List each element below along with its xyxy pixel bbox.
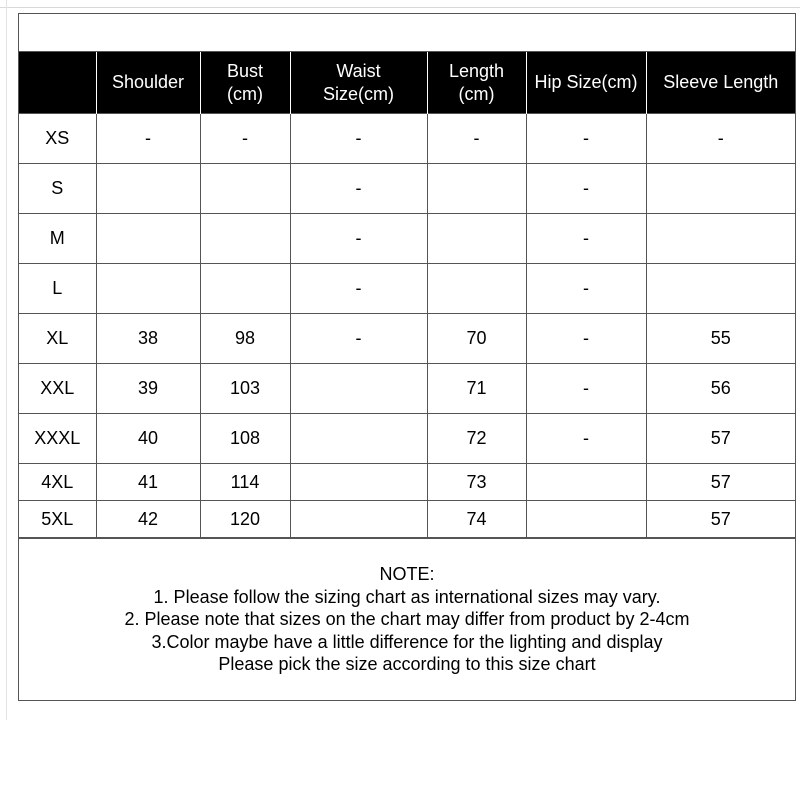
table-cell bbox=[96, 264, 200, 314]
chart-top-bar bbox=[19, 14, 795, 52]
table-cell: - bbox=[526, 364, 646, 414]
top-divider bbox=[0, 0, 800, 8]
header-cell-sleeve: Sleeve Length bbox=[646, 52, 795, 114]
table-cell: 70 bbox=[427, 314, 526, 364]
table-row bbox=[19, 414, 795, 464]
size-label: 5XL bbox=[19, 501, 96, 538]
table-cell: 103 bbox=[200, 364, 290, 414]
table-row bbox=[19, 464, 795, 501]
size-label: XS bbox=[19, 114, 96, 164]
header-cell-length: Length (cm) bbox=[427, 52, 526, 114]
table-cell: 38 bbox=[96, 314, 200, 364]
header-cell-shoulder: Shoulder bbox=[96, 52, 200, 114]
table-cell: - bbox=[290, 114, 427, 164]
size-label: M bbox=[19, 214, 96, 264]
table-cell bbox=[96, 164, 200, 214]
table-cell: - bbox=[526, 264, 646, 314]
table-cell bbox=[646, 264, 795, 314]
table-row bbox=[19, 264, 795, 314]
table-cell bbox=[646, 214, 795, 264]
table-cell: 108 bbox=[200, 414, 290, 464]
table-cell: - bbox=[96, 114, 200, 164]
table-cell bbox=[427, 264, 526, 314]
table-cell: 74 bbox=[427, 501, 526, 538]
table-cell: - bbox=[526, 414, 646, 464]
table-cell bbox=[427, 164, 526, 214]
header-cell-bust: Bust (cm) bbox=[200, 52, 290, 114]
table-cell bbox=[290, 501, 427, 538]
size-label: XXXL bbox=[19, 414, 96, 464]
size-label: 4XL bbox=[19, 464, 96, 501]
note-line: 2. Please note that sizes on the chart may differ from product by 2-4cm bbox=[124, 609, 690, 629]
note-line: 3.Color maybe have a little difference for the lighting and display bbox=[151, 631, 663, 652]
table-cell: 72 bbox=[427, 414, 526, 464]
table-row bbox=[19, 164, 795, 214]
table-cell: - bbox=[526, 114, 646, 164]
size-label: L bbox=[19, 264, 96, 314]
table-row bbox=[19, 114, 795, 164]
table-cell bbox=[200, 214, 290, 264]
table-cell: 55 bbox=[646, 314, 795, 364]
table-cell: 41 bbox=[96, 464, 200, 501]
table-cell: 42 bbox=[96, 501, 200, 538]
header-cell-waist: Waist Size(cm) bbox=[290, 52, 427, 114]
table-cell: - bbox=[526, 314, 646, 364]
table-cell bbox=[427, 214, 526, 264]
header-cell-hip: Hip Size(cm) bbox=[526, 52, 646, 114]
note-line: 1. Please follow the sizing chart as international sizes may vary. bbox=[153, 586, 661, 607]
table-cell bbox=[290, 414, 427, 464]
table-row bbox=[19, 214, 795, 264]
table-cell: 40 bbox=[96, 414, 200, 464]
note-title: NOTE: bbox=[379, 564, 435, 584]
table-cell bbox=[526, 501, 646, 538]
size-label: S bbox=[19, 164, 96, 214]
table-cell: 57 bbox=[646, 414, 795, 464]
size-label: XXL bbox=[19, 364, 96, 414]
table-cell: - bbox=[290, 264, 427, 314]
table-cell: - bbox=[526, 164, 646, 214]
note-section bbox=[19, 538, 795, 700]
table-cell bbox=[200, 264, 290, 314]
table-cell: - bbox=[646, 114, 795, 164]
table-cell: - bbox=[526, 214, 646, 264]
size-chart bbox=[18, 13, 796, 701]
size-label: XL bbox=[19, 314, 96, 364]
header-row bbox=[19, 52, 795, 114]
table-cell: 57 bbox=[646, 501, 795, 538]
table-cell bbox=[526, 464, 646, 501]
table-row bbox=[19, 314, 795, 364]
table-cell: 114 bbox=[200, 464, 290, 501]
size-table bbox=[19, 52, 795, 538]
left-divider bbox=[6, 0, 7, 720]
table-cell bbox=[290, 464, 427, 501]
note-line: Please pick the size according to this size chart bbox=[218, 654, 596, 674]
table-cell: - bbox=[290, 314, 427, 364]
table-cell: 120 bbox=[200, 501, 290, 538]
table-cell: - bbox=[200, 114, 290, 164]
table-cell bbox=[96, 214, 200, 264]
header-cell bbox=[19, 52, 96, 114]
table-cell: - bbox=[427, 114, 526, 164]
table-row bbox=[19, 364, 795, 414]
table-cell: - bbox=[290, 164, 427, 214]
table-cell bbox=[646, 164, 795, 214]
table-cell: 57 bbox=[646, 464, 795, 501]
table-cell: 98 bbox=[200, 314, 290, 364]
table-cell: 39 bbox=[96, 364, 200, 414]
table-cell bbox=[290, 364, 427, 414]
table-cell bbox=[200, 164, 290, 214]
table-cell: 73 bbox=[427, 464, 526, 501]
table-cell: - bbox=[290, 214, 427, 264]
table-cell: 56 bbox=[646, 364, 795, 414]
table-row bbox=[19, 501, 795, 538]
table-cell: 71 bbox=[427, 364, 526, 414]
